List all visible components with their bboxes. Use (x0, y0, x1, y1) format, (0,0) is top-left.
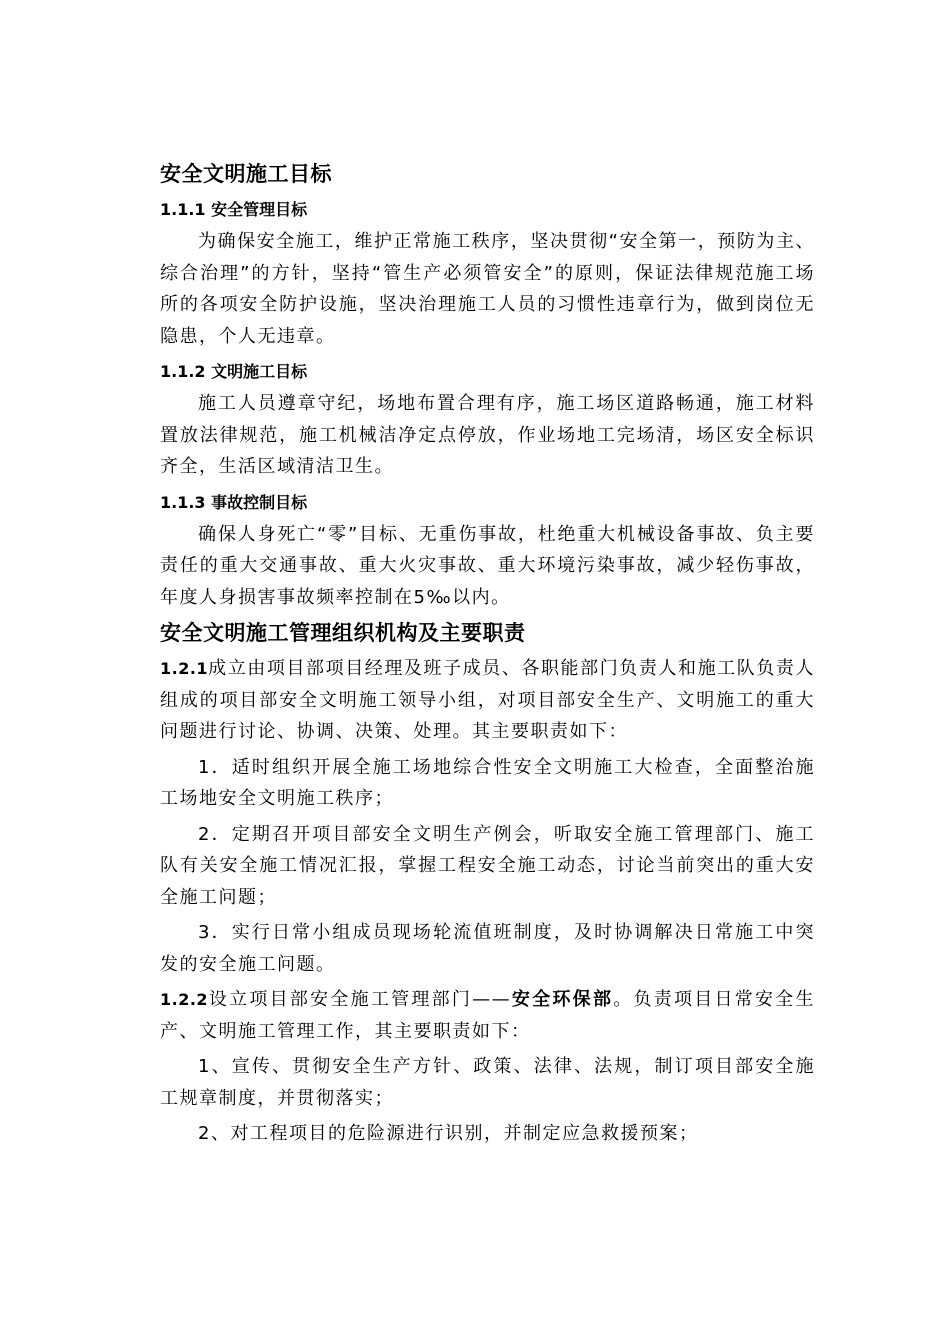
paragraph-text: 成立由项目部项目经理及班子成员、各职能部门负责人和施工队负责人组成的项目部安全文明施工领导小组，对项目部安全生产、文明施工的重大问题进行讨论、协调、决策、处理。其主要职责如下： (160, 658, 815, 742)
list-item: 2．定期召开项目部安全文明生产例会，听取安全施工管理部门、施工队有关安全施工情况汇报，掌握工程安全施工动态，讨论当前突出的重大安全施工问题； (160, 823, 815, 908)
subheading-civilized-construction: 1.1.2 文明施工目标 (160, 362, 308, 381)
paragraph-civilized-construction: 施工人员遵章守纪，场地布置合理有序，施工场区道路畅通，施工材料置放法律规范，施工机械洁净定点停放，作业场地工完场清，场区安全标识齐全，生活区域清洁卫生。 (160, 393, 815, 477)
document-body (160, 158, 815, 1154)
department-name: 安全环保部 (511, 989, 614, 1010)
paragraph-leadership-group (160, 653, 815, 748)
section-title-safety-goals: 安全文明施工目标 (160, 162, 332, 186)
list-item: 1．适时组织开展全施工场地综合性安全文明施工大检查，全面整治施工场地安全文明施工秩序； (160, 756, 815, 809)
item-number: 1.2.1 (160, 659, 209, 678)
paragraph-safety-management: 为确保安全施工，维护正常施工秩序，坚决贯彻“安全第一，预防为主、综合治理”的方针，坚持“管生产必须管安全”的原则，保证法律规范施工场所的各项安全防护设施，坚决治理施工人员的习惯性违章行为，做到岗位无隐患，个人无违章。 (160, 231, 815, 347)
subheading-safety-management: 1.1.1 安全管理目标 (160, 200, 308, 219)
list-item: 2、对工程项目的危险源进行识别，并制定应急救援预案； (198, 1123, 699, 1144)
section-title-organization: 安全文明施工管理组织机构及主要职责 (160, 621, 526, 645)
item-number: 1.2.2 (160, 990, 209, 1009)
paragraph-text: 设立项目部安全施工管理部门—— (208, 989, 512, 1010)
paragraph-accident-control: 确保人身死亡“零”目标、无重伤事故，杜绝重大机械设备事故、负主要责任的重大交通事故、重大火灾事故、重大环境污染事故，减少轻伤事故，年度人身损害事故频率控制在5‰以内。 (160, 523, 815, 608)
paragraph-text: 。负责项目日常安全生产、文明施工管理工作，其主要职责如下： (160, 989, 816, 1042)
list-item: 3．实行日常小组成员现场轮流值班制度，及时协调解决日常施工中突发的安全施工问题。 (160, 922, 815, 975)
paragraph-safety-department (160, 984, 815, 1047)
subheading-accident-control: 1.1.3 事故控制目标 (160, 492, 308, 512)
list-item: 1、宣传、贯彻安全生产方针、政策、法律、法规，制订项目部安全施工规章制度，并贯彻落实； (160, 1056, 815, 1109)
